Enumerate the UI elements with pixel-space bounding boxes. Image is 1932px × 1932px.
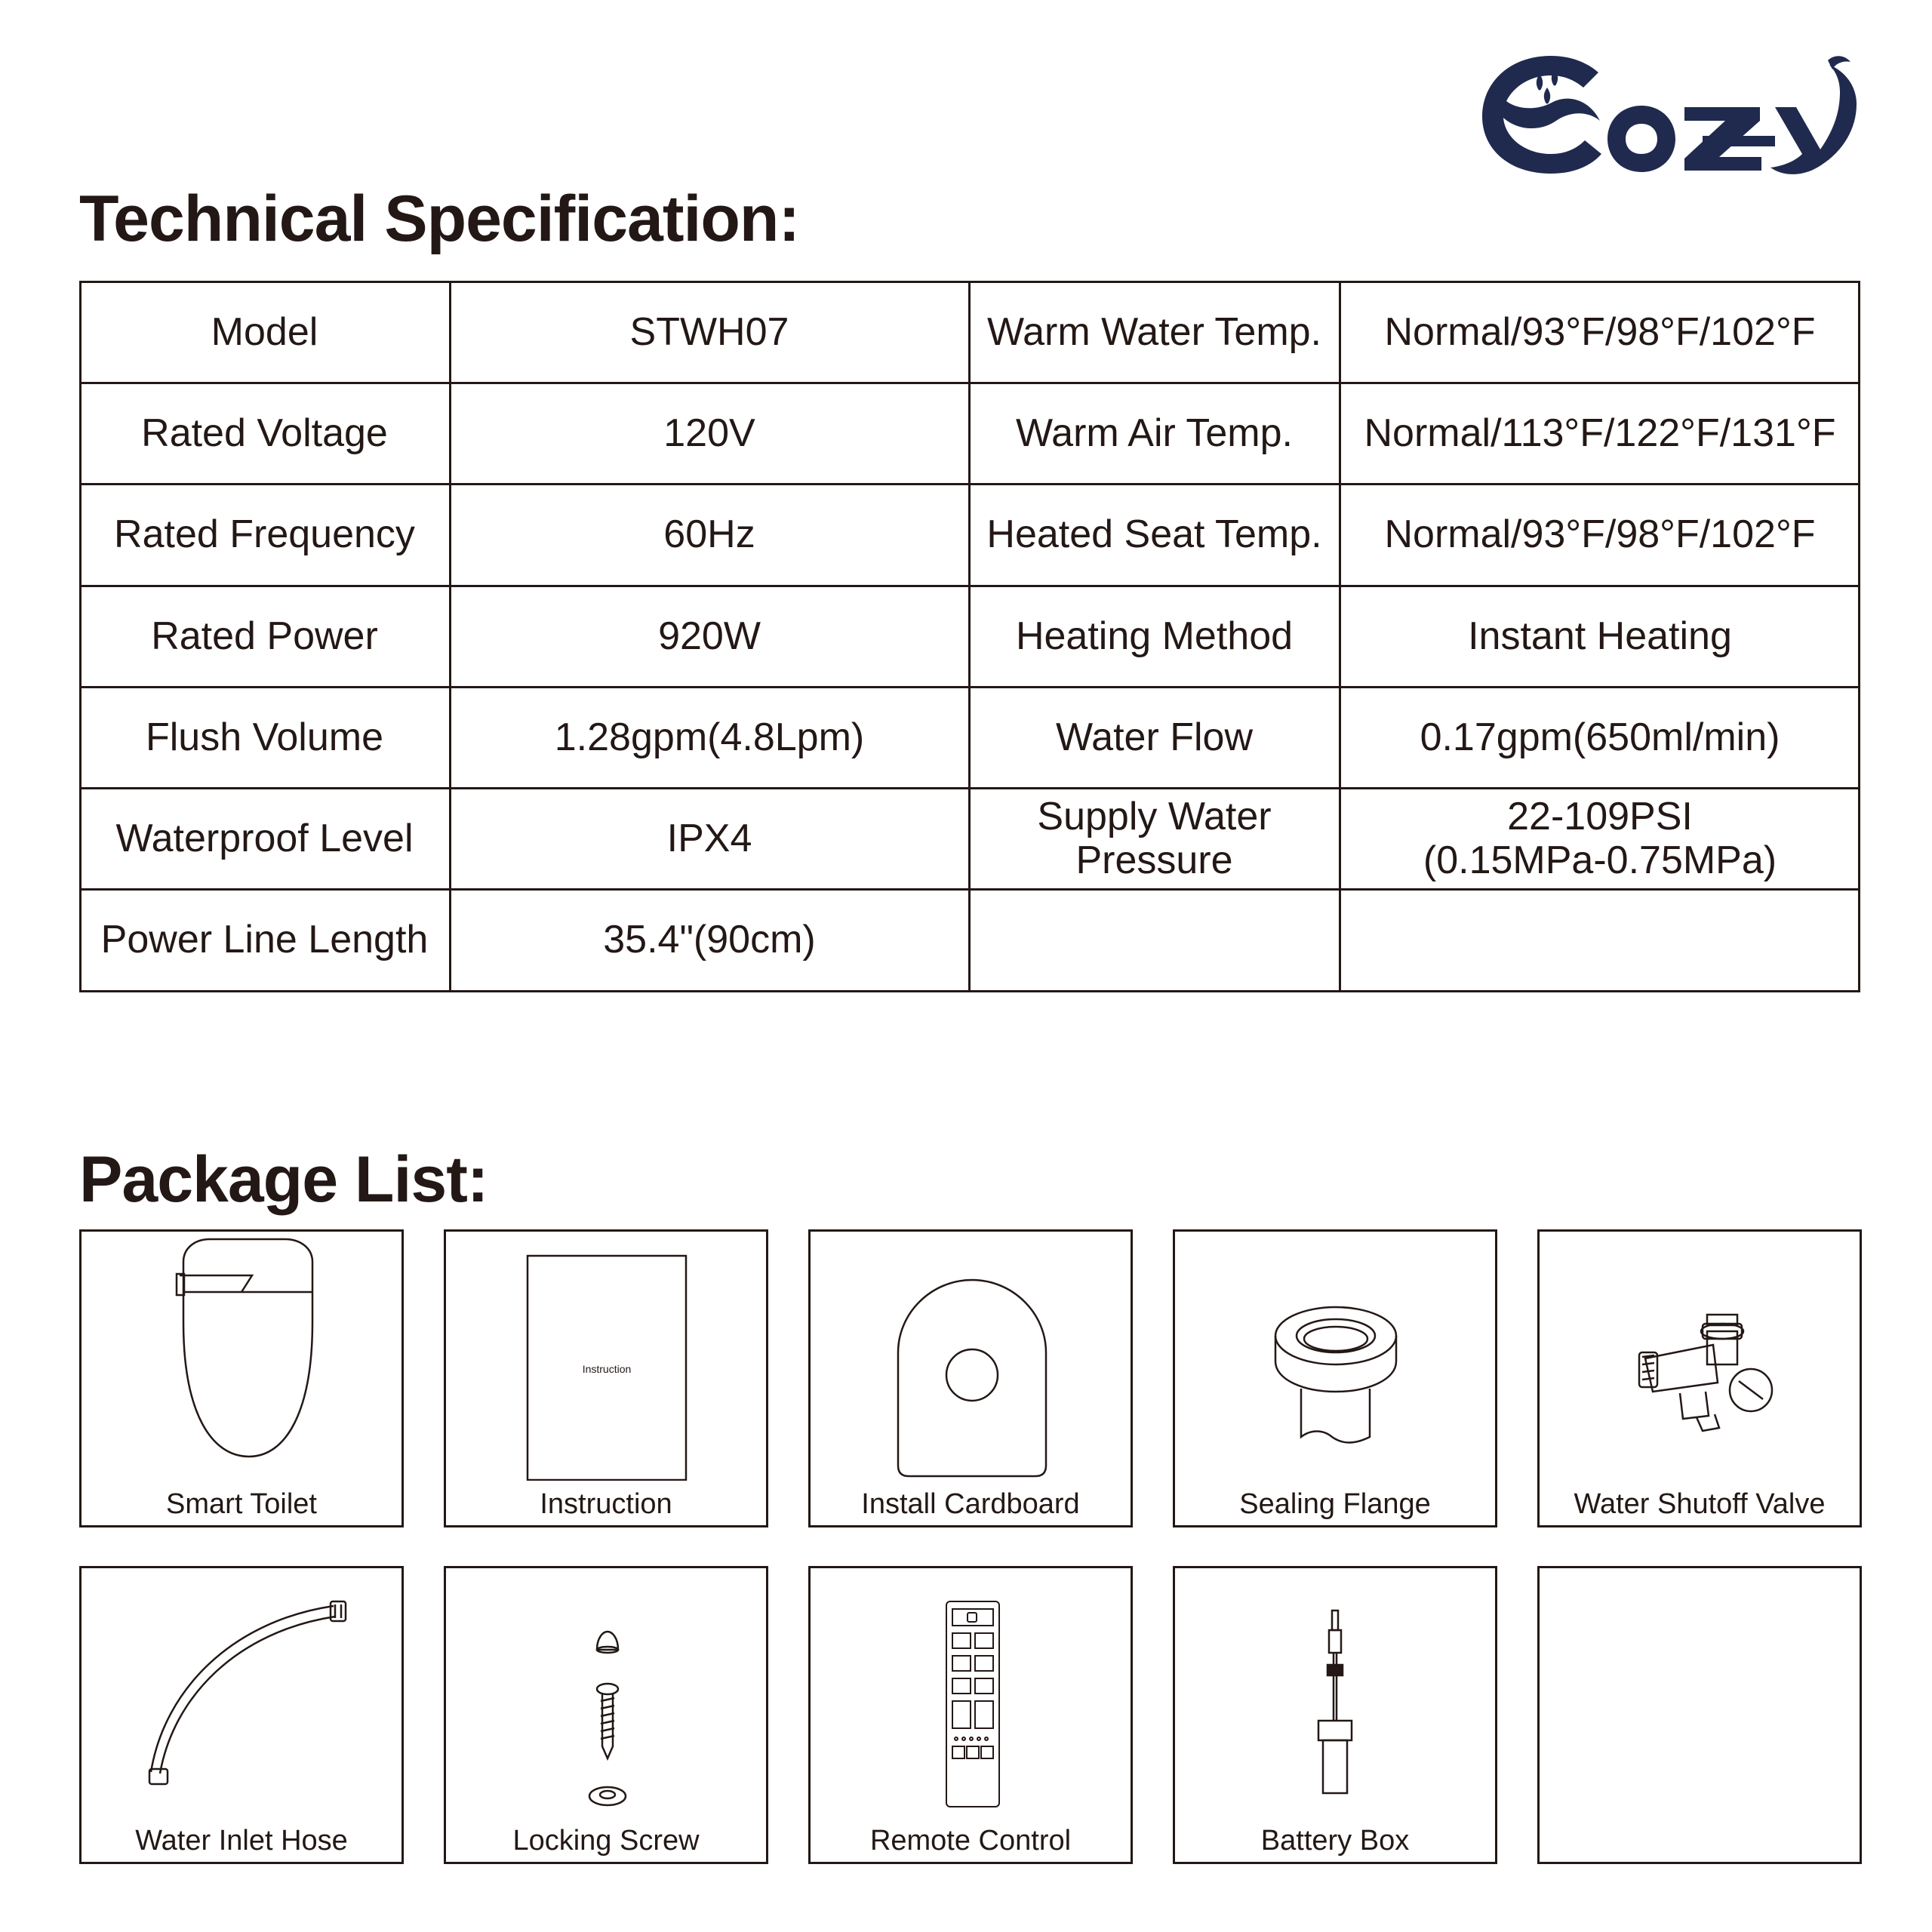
spec-title: Technical Specification: (79, 183, 800, 255)
package-item (808, 1229, 1133, 1527)
install-cardboard-icon (811, 1232, 1131, 1481)
package-item-label: Water Inlet Hose (135, 1825, 348, 1857)
table-row (79, 484, 1860, 585)
spec-value: STWH07 (629, 309, 789, 354)
spec-value: Normal/93°F/98°F/102°F (1384, 512, 1816, 556)
spec-label: Water Flow (1056, 715, 1253, 759)
package-item (1537, 1229, 1862, 1527)
table-row (79, 586, 1860, 687)
spec-value: 120V (663, 411, 755, 455)
spec-label: Supply Water Pressure (1037, 794, 1272, 882)
package-item-label: Locking Screw (512, 1825, 700, 1857)
spec-label: Flush Volume (145, 715, 384, 759)
spec-value (1340, 889, 1860, 990)
spec-label: Rated Power (151, 614, 378, 658)
package-item-label: Remote Control (869, 1825, 1072, 1857)
sealing-flange-icon (1175, 1232, 1495, 1481)
battery-box-icon (1175, 1568, 1495, 1817)
table-row (79, 281, 1860, 383)
inlet-hose-icon (82, 1568, 401, 1817)
package-title: Package List: (79, 1143, 488, 1216)
package-item-label: Smart Toilet (166, 1488, 317, 1520)
spec-table (79, 281, 1860, 992)
spec-label: Warm Air Temp. (1016, 411, 1293, 455)
spec-value: 22-109PSI (0.15MPa-0.75MPa) (1423, 794, 1777, 882)
package-item (79, 1566, 404, 1864)
spec-label: Rated Voltage (141, 411, 388, 455)
spec-value: Normal/113°F/122°F/131°F (1364, 411, 1836, 455)
smart-toilet-icon (82, 1232, 401, 1481)
package-item (1173, 1229, 1497, 1527)
remote-control-icon (811, 1568, 1131, 1817)
package-item (444, 1566, 768, 1864)
package-item (1173, 1566, 1497, 1864)
table-row (79, 788, 1860, 889)
table-row (79, 889, 1860, 990)
package-item-label: Battery Box (1260, 1825, 1410, 1857)
package-item-label: Sealing Flange (1239, 1488, 1431, 1520)
spec-label: Power Line Length (100, 917, 429, 961)
spec-label: Waterproof Level (115, 816, 414, 860)
package-item (444, 1229, 768, 1527)
spec-value: 0.17gpm(650ml/min) (1420, 715, 1780, 759)
spec-value: Normal/93°F/98°F/102°F (1384, 309, 1816, 354)
package-item-label: Water Shutoff Valve (1574, 1488, 1826, 1520)
spec-value: IPX4 (666, 816, 752, 860)
instruction-booklet-icon (446, 1232, 766, 1481)
shutoff-valve-icon (1540, 1232, 1860, 1481)
locking-screw-icon (446, 1568, 766, 1817)
spec-label: Warm Water Temp. (986, 309, 1321, 354)
spec-value: 60Hz (663, 512, 755, 556)
spec-label: Heated Seat Temp. (986, 512, 1322, 556)
package-item-label: Install Cardboard (861, 1488, 1080, 1520)
package-item-label: Instruction (540, 1488, 672, 1520)
spec-label: Rated Frequency (114, 512, 415, 556)
spec-label: Heating Method (1015, 614, 1294, 658)
spec-label (969, 889, 1340, 990)
table-row (79, 383, 1860, 484)
spec-value: 920W (658, 614, 761, 658)
spec-value: 35.4"(90cm) (603, 917, 816, 961)
package-item-empty (1537, 1566, 1862, 1864)
table-row (79, 687, 1860, 788)
spec-value: Instant Heating (1468, 614, 1732, 658)
cozy-logo (1479, 47, 1864, 175)
package-item (808, 1566, 1133, 1864)
spec-value: 1.28gpm(4.8Lpm) (554, 715, 865, 759)
package-item (79, 1229, 404, 1527)
svg-text:Instruction: Instruction (582, 1363, 632, 1375)
spec-label: Model (211, 309, 318, 354)
